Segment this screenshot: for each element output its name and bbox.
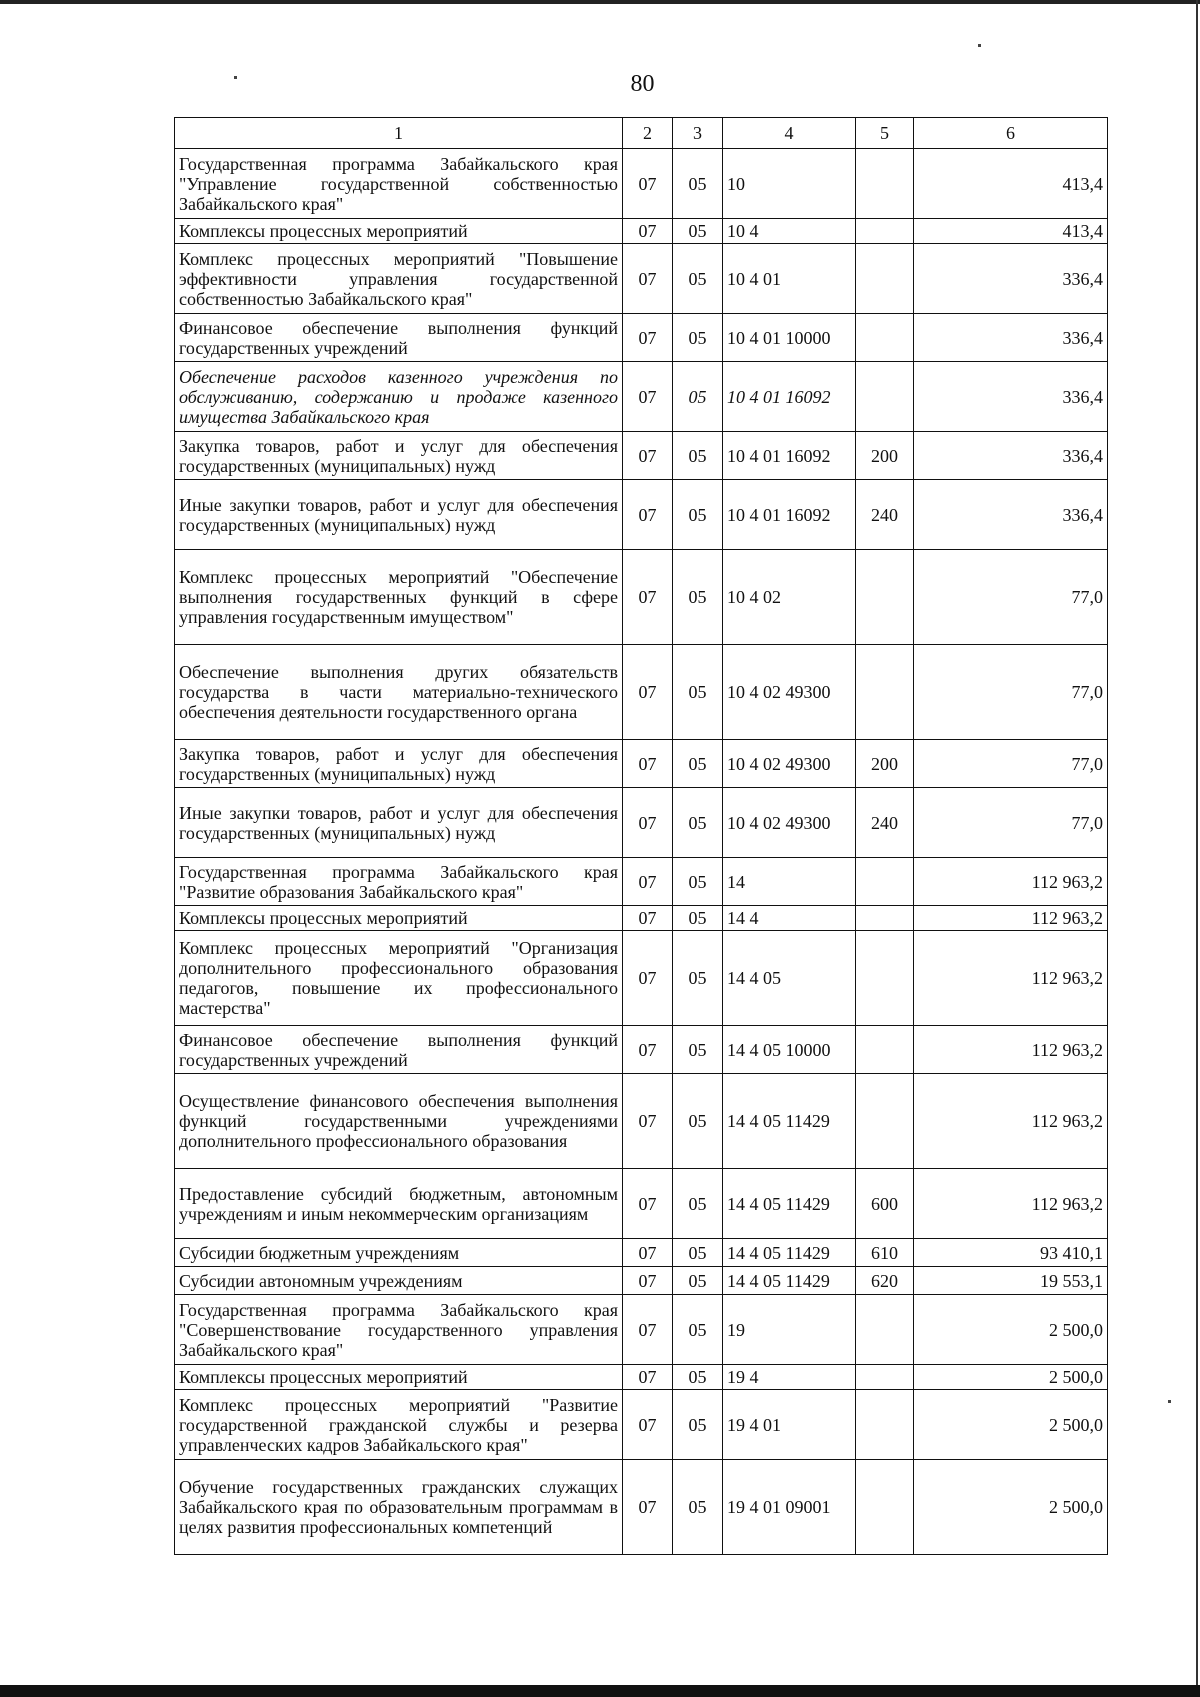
row-target-code: 10 4 02 <box>723 550 856 645</box>
row-section: 07 <box>623 1074 673 1169</box>
row-amount: 77,0 <box>914 645 1108 740</box>
row-amount: 2 500,0 <box>914 1295 1108 1365</box>
row-expense-type <box>856 149 914 219</box>
scan-speck <box>978 44 981 47</box>
row-expense-type <box>856 362 914 432</box>
table-row <box>175 1295 1108 1365</box>
row-name: Комплексы процессных мероприятий <box>175 906 623 931</box>
row-amount: 77,0 <box>914 788 1108 858</box>
row-section: 07 <box>623 314 673 362</box>
table-row <box>175 314 1108 362</box>
row-subsection: 05 <box>673 550 723 645</box>
row-name: Обеспечение выполнения других обязательств государства в части материально-технического обеспечения деятельности государственного органа <box>175 645 623 740</box>
header-col-6: 6 <box>914 118 1108 149</box>
row-name: Субсидии бюджетным учреждениям <box>175 1239 623 1267</box>
scan-bottom-border <box>0 1685 1200 1697</box>
row-section: 07 <box>623 480 673 550</box>
table-row <box>175 550 1108 645</box>
table-row <box>175 1460 1108 1555</box>
row-subsection: 05 <box>673 149 723 219</box>
row-target-code: 10 4 01 <box>723 244 856 314</box>
row-expense-type <box>856 858 914 906</box>
row-subsection: 05 <box>673 1390 723 1460</box>
table-row <box>175 645 1108 740</box>
row-target-code: 14 <box>723 858 856 906</box>
table-row <box>175 1365 1108 1390</box>
row-section: 07 <box>623 432 673 480</box>
row-amount: 19 553,1 <box>914 1267 1108 1295</box>
header-col-5: 5 <box>856 118 914 149</box>
row-amount: 413,4 <box>914 219 1108 244</box>
row-expense-type <box>856 645 914 740</box>
row-expense-type <box>856 244 914 314</box>
row-section: 07 <box>623 1169 673 1239</box>
row-subsection: 05 <box>673 1169 723 1239</box>
row-section: 07 <box>623 244 673 314</box>
row-expense-type <box>856 906 914 931</box>
row-target-code: 14 4 05 11429 <box>723 1267 856 1295</box>
row-target-code: 19 4 01 09001 <box>723 1460 856 1555</box>
row-name: Иные закупки товаров, работ и услуг для обеспечения государственных (муниципальных) нужд <box>175 788 623 858</box>
row-name: Обучение государственных гражданских служащих Забайкальского края по образовательным программам в целях развития профессиональных компетенций <box>175 1460 623 1555</box>
row-subsection: 05 <box>673 788 723 858</box>
row-subsection: 05 <box>673 219 723 244</box>
scan-right-border <box>1196 0 1198 1697</box>
row-name: Обеспечение расходов казенного учреждения по обслуживанию, содержанию и продаже казенного имущества Забайкальского края <box>175 362 623 432</box>
row-name: Комплекс процессных мероприятий "Обеспечение выполнения государственных функций в сфере управления государственным имуществом" <box>175 550 623 645</box>
row-amount: 413,4 <box>914 149 1108 219</box>
row-subsection: 05 <box>673 1026 723 1074</box>
table-row <box>175 906 1108 931</box>
table-row <box>175 480 1108 550</box>
row-target-code: 10 4 02 49300 <box>723 645 856 740</box>
row-name: Государственная программа Забайкальского края "Управление государственной собственностью Забайкальского края" <box>175 149 623 219</box>
row-subsection: 05 <box>673 362 723 432</box>
row-expense-type: 240 <box>856 480 914 550</box>
row-subsection: 05 <box>673 1074 723 1169</box>
row-section: 07 <box>623 645 673 740</box>
row-amount: 93 410,1 <box>914 1239 1108 1267</box>
row-expense-type: 620 <box>856 1267 914 1295</box>
row-amount: 112 963,2 <box>914 1026 1108 1074</box>
row-target-code: 10 4 02 49300 <box>723 740 856 788</box>
row-section: 07 <box>623 219 673 244</box>
row-target-code: 19 <box>723 1295 856 1365</box>
row-target-code: 14 4 05 11429 <box>723 1074 856 1169</box>
row-amount: 2 500,0 <box>914 1460 1108 1555</box>
row-target-code: 19 4 <box>723 1365 856 1390</box>
row-expense-type <box>856 931 914 1026</box>
row-target-code: 10 4 01 16092 <box>723 432 856 480</box>
row-section: 07 <box>623 906 673 931</box>
table-row <box>175 788 1108 858</box>
row-amount: 336,4 <box>914 432 1108 480</box>
row-subsection: 05 <box>673 314 723 362</box>
row-target-code: 10 4 01 16092 <box>723 480 856 550</box>
row-subsection: 05 <box>673 432 723 480</box>
row-subsection: 05 <box>673 906 723 931</box>
row-subsection: 05 <box>673 1295 723 1365</box>
row-target-code: 10 4 01 10000 <box>723 314 856 362</box>
table-row <box>175 1026 1108 1074</box>
row-section: 07 <box>623 1295 673 1365</box>
row-subsection: 05 <box>673 645 723 740</box>
row-section: 07 <box>623 362 673 432</box>
row-expense-type <box>856 1074 914 1169</box>
row-name: Комплекс процессных мероприятий "Организация дополнительного профессионального образования педагогов, повышение их профессионального мастерства" <box>175 931 623 1026</box>
row-expense-type <box>856 1390 914 1460</box>
row-expense-type <box>856 1365 914 1390</box>
row-target-code: 14 4 05 11429 <box>723 1239 856 1267</box>
table-row <box>175 362 1108 432</box>
scan-speck <box>1168 1400 1171 1403</box>
row-section: 07 <box>623 1390 673 1460</box>
row-name: Комплекс процессных мероприятий "Развитие государственной гражданской службы и резерва управленческих кадров Забайкальского края" <box>175 1390 623 1460</box>
row-amount: 77,0 <box>914 740 1108 788</box>
row-expense-type <box>856 219 914 244</box>
row-expense-type <box>856 1460 914 1555</box>
header-col-3: 3 <box>673 118 723 149</box>
row-section: 07 <box>623 1239 673 1267</box>
table-row <box>175 1169 1108 1239</box>
row-subsection: 05 <box>673 480 723 550</box>
row-section: 07 <box>623 149 673 219</box>
row-subsection: 05 <box>673 1365 723 1390</box>
row-target-code: 14 4 05 <box>723 931 856 1026</box>
row-expense-type: 200 <box>856 740 914 788</box>
row-expense-type: 240 <box>856 788 914 858</box>
row-section: 07 <box>623 550 673 645</box>
row-section: 07 <box>623 1267 673 1295</box>
row-name: Комплекс процессных мероприятий "Повышение эффективности управления государственной собственностью Забайкальского края" <box>175 244 623 314</box>
budget-table <box>174 117 1108 1555</box>
table-row <box>175 149 1108 219</box>
table-row <box>175 219 1108 244</box>
header-col-2: 2 <box>623 118 673 149</box>
row-amount: 2 500,0 <box>914 1390 1108 1460</box>
row-name: Предоставление субсидий бюджетным, автономным учреждениям и иным некоммерческим организациям <box>175 1169 623 1239</box>
table-header-row <box>175 118 1108 149</box>
table-row <box>175 1267 1108 1295</box>
row-subsection: 05 <box>673 858 723 906</box>
table-row <box>175 1074 1108 1169</box>
row-name: Государственная программа Забайкальского края "Совершенствование государственного управления Забайкальского края" <box>175 1295 623 1365</box>
row-name: Иные закупки товаров, работ и услуг для обеспечения государственных (муниципальных) нужд <box>175 480 623 550</box>
row-section: 07 <box>623 740 673 788</box>
table-row <box>175 740 1108 788</box>
row-name: Финансовое обеспечение выполнения функций государственных учреждений <box>175 314 623 362</box>
row-subsection: 05 <box>673 1239 723 1267</box>
row-subsection: 05 <box>673 1267 723 1295</box>
row-section: 07 <box>623 788 673 858</box>
row-target-code: 10 4 02 49300 <box>723 788 856 858</box>
row-subsection: 05 <box>673 931 723 1026</box>
row-name: Финансовое обеспечение выполнения функций государственных учреждений <box>175 1026 623 1074</box>
page-number: 80 <box>630 71 655 97</box>
row-name: Закупка товаров, работ и услуг для обеспечения государственных (муниципальных) нужд <box>175 432 623 480</box>
table-row <box>175 244 1108 314</box>
row-section: 07 <box>623 1026 673 1074</box>
table-row <box>175 931 1108 1026</box>
row-amount: 112 963,2 <box>914 858 1108 906</box>
row-target-code: 14 4 05 10000 <box>723 1026 856 1074</box>
row-section: 07 <box>623 931 673 1026</box>
row-name: Комплексы процессных мероприятий <box>175 1365 623 1390</box>
row-target-code: 10 4 <box>723 219 856 244</box>
row-subsection: 05 <box>673 244 723 314</box>
row-section: 07 <box>623 1365 673 1390</box>
row-amount: 336,4 <box>914 244 1108 314</box>
row-expense-type: 600 <box>856 1169 914 1239</box>
header-col-4: 4 <box>723 118 856 149</box>
row-amount: 77,0 <box>914 550 1108 645</box>
table-row <box>175 1239 1108 1267</box>
row-expense-type <box>856 1295 914 1365</box>
row-target-code: 10 4 01 16092 <box>723 362 856 432</box>
row-subsection: 05 <box>673 1460 723 1555</box>
row-amount: 336,4 <box>914 314 1108 362</box>
row-name: Государственная программа Забайкальского края "Развитие образования Забайкальского края" <box>175 858 623 906</box>
row-name: Закупка товаров, работ и услуг для обеспечения государственных (муниципальных) нужд <box>175 740 623 788</box>
row-amount: 112 963,2 <box>914 1169 1108 1239</box>
header-col-1: 1 <box>175 118 623 149</box>
row-amount: 2 500,0 <box>914 1365 1108 1390</box>
row-amount: 112 963,2 <box>914 931 1108 1026</box>
row-target-code: 14 4 05 11429 <box>723 1169 856 1239</box>
row-expense-type: 200 <box>856 432 914 480</box>
row-section: 07 <box>623 1460 673 1555</box>
table-row <box>175 1390 1108 1460</box>
row-name: Комплексы процессных мероприятий <box>175 219 623 244</box>
row-expense-type <box>856 314 914 362</box>
table-row <box>175 858 1108 906</box>
row-subsection: 05 <box>673 740 723 788</box>
scan-top-border <box>0 0 1200 4</box>
row-name: Субсидии автономным учреждениям <box>175 1267 623 1295</box>
row-expense-type: 610 <box>856 1239 914 1267</box>
row-expense-type <box>856 1026 914 1074</box>
row-target-code: 14 4 <box>723 906 856 931</box>
row-section: 07 <box>623 858 673 906</box>
row-expense-type <box>856 550 914 645</box>
row-name: Осуществление финансового обеспечения выполнения функций государственными учреждениями дополнительного профессионального образования <box>175 1074 623 1169</box>
row-amount: 336,4 <box>914 480 1108 550</box>
row-amount: 112 963,2 <box>914 906 1108 931</box>
row-target-code: 10 <box>723 149 856 219</box>
table-row <box>175 432 1108 480</box>
row-amount: 112 963,2 <box>914 1074 1108 1169</box>
row-target-code: 19 4 01 <box>723 1390 856 1460</box>
row-amount: 336,4 <box>914 362 1108 432</box>
